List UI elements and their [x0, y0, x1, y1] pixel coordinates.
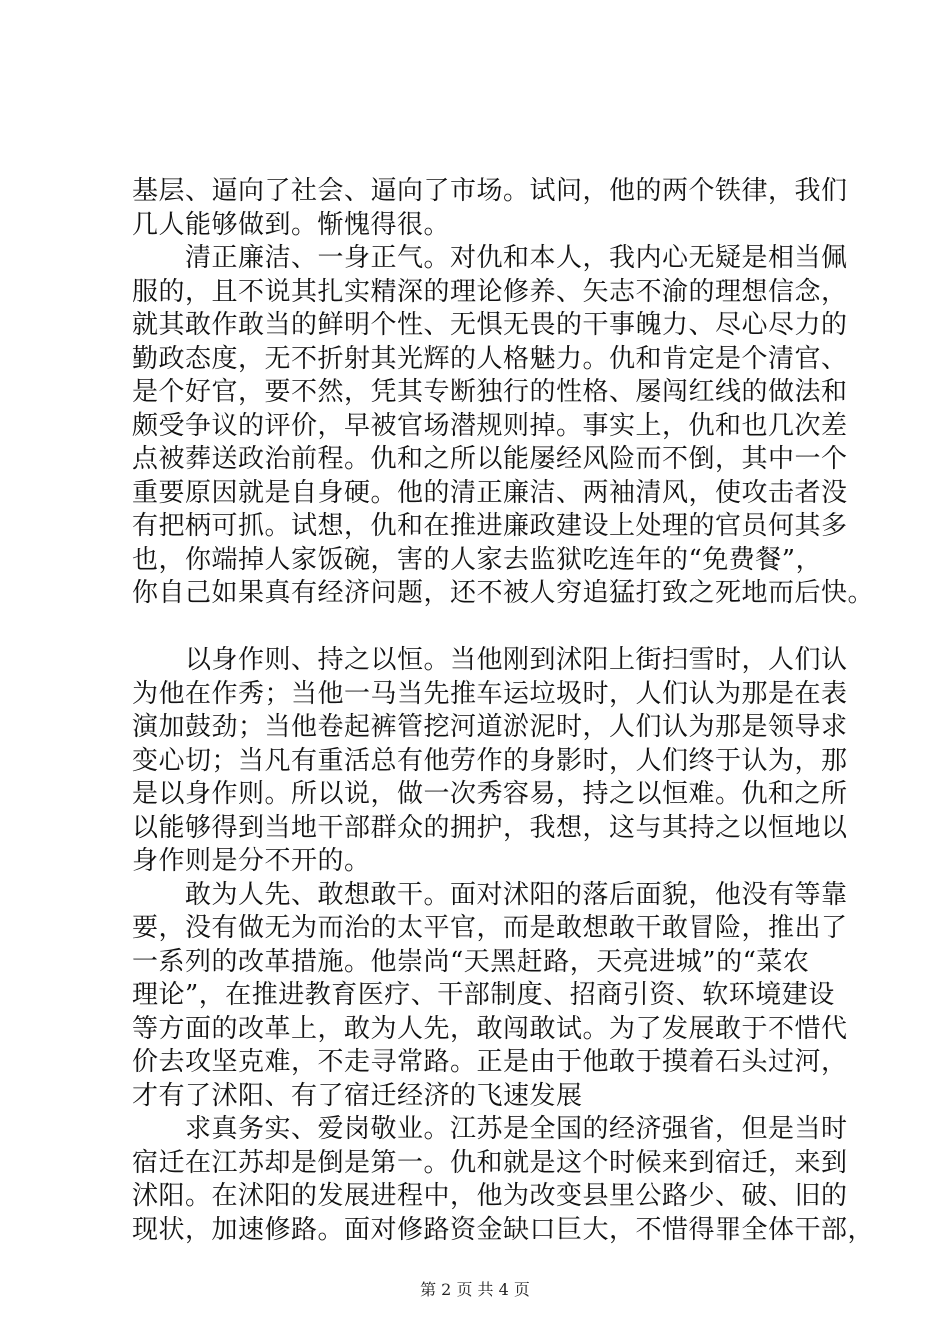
text-line: 有把柄可抓。试想，仇和在推进廉政建设上处理的官员何其多 — [132, 511, 848, 541]
text-line: 服的，且不说其扎实精深的理论修养、矢志不渝的理想信念， — [132, 277, 848, 307]
text-line: 一系列的改革措施。他崇尚“天黑赶路，天亮进城”的“菜农 — [132, 947, 810, 977]
text-line: 就其敢作敢当的鲜明个性、无惧无畏的干事魄力、尽心尽力的 — [132, 310, 848, 340]
text-line: 基层、逼向了社会、逼向了市场。试问，他的两个铁律，我们 — [132, 176, 848, 206]
text-line: 也，你端掉人家饭碗，害的人家去监狱吃连年的“免费餐”， — [132, 545, 823, 575]
text-line: 是个好官，要不然，凭其专断独行的性格、屡闯红线的做法和 — [132, 377, 848, 407]
text-line: 敢为人先、敢想敢干。面对沭阳的落后面貌，他没有等靠 — [132, 880, 848, 910]
text-line: 以能够得到当地干部群众的拥护，我想，这与其持之以恒地以 — [132, 813, 848, 843]
page-number-footer: 第 2 页 共 4 页 — [420, 1280, 530, 1299]
text-line: 宿迁在江苏却是倒是第一。仇和就是这个时候来到宿迁，来到 — [132, 1148, 848, 1178]
text-line: 演加鼓劲；当他卷起裤管挖河道淤泥时，人们认为那是领导求 — [132, 712, 848, 742]
text-line: 沭阳。在沭阳的发展进程中，他为改变县里公路少、破、旧的 — [132, 1181, 848, 1211]
text-line: 身作则是分不开的。 — [132, 846, 371, 876]
text-line: 是以身作则。所以说，做一次秀容易，持之以恒难。仇和之所 — [132, 779, 848, 809]
text-line: 变心切；当凡有重活总有他劳作的身影时，人们终于认为，那 — [132, 746, 848, 776]
text-line: 价去攻坚克难，不走寻常路。正是由于他敢于摸着石头过河， — [132, 1047, 848, 1077]
text-line: 理论”，在推进教育医疗、干部制度、招商引资、软环境建设 — [132, 980, 835, 1010]
text-line: 才有了沭阳、有了宿迁经济的飞速发展 — [132, 1081, 583, 1111]
text-line: 你自己如果真有经济问题，还不被人穷追猛打致之死地而后快。 — [132, 578, 875, 608]
text-line: 以身作则、持之以恒。当他刚到沭阳上街扫雪时，人们认 — [132, 645, 848, 675]
text-line: 要，没有做无为而治的太平官，而是敢想敢干敢冒险，推出了 — [132, 913, 848, 943]
text-line: 点被葬送政治前程。仇和之所以能屡经风险而不倒，其中一个 — [132, 444, 848, 474]
text-line: 等方面的改革上，敢为人先，敢闯敢试。为了发展敢于不惜代 — [132, 1014, 848, 1044]
text-line: 几人能够做到。惭愧得很。 — [132, 210, 451, 240]
text-line: 颇受争议的评价，早被官场潜规则掉。事实上，仇和也几次差 — [132, 411, 848, 441]
text-line: 清正廉洁、一身正气。对仇和本人，我内心无疑是相当佩 — [132, 243, 848, 273]
text-line: 现状，加速修路。面对修路资金缺口巨大，不惜得罪全体干部， — [132, 1215, 875, 1245]
text-line: 重要原因就是自身硬。他的清正廉洁、两袖清风，使攻击者没 — [132, 478, 848, 508]
text-line: 勤政态度，无不折射其光辉的人格魅力。仇和肯定是个清官、 — [132, 344, 848, 374]
text-line: 求真务实、爱岗敬业。江苏是全国的经济强省，但是当时 — [132, 1114, 848, 1144]
text-line: 为他在作秀；当他一马当先推车运垃圾时，人们认为那是在表 — [132, 679, 848, 709]
